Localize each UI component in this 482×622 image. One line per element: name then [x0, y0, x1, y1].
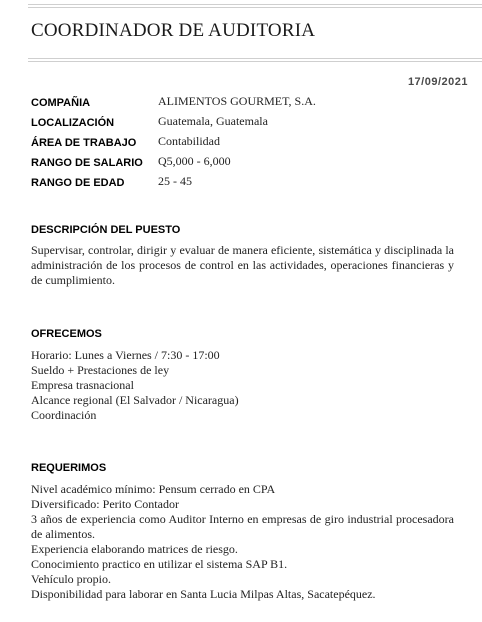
age-label: RANGO DE EDAD: [31, 177, 125, 189]
work-area-label: ÁREA DE TRABAJO: [31, 137, 137, 149]
company-value: ALIMENTOS GOURMET, S.A.: [158, 94, 316, 108]
list-item: Vehículo propio.: [31, 572, 111, 586]
info-row-work-area: [31, 133, 316, 153]
list-item: Horario: Lunes a Viernes / 7:30 - 17:00: [31, 348, 220, 362]
work-area-value: Contabilidad: [158, 134, 220, 148]
list-item: Empresa trasnacional: [31, 378, 134, 392]
list-item: 3 años de experiencia como Auditor Interno en empresas de giro industrial procesadora de alimentos.: [31, 512, 454, 541]
info-row-salary: [31, 153, 316, 173]
list-item: Conocimiento practico en utilizar el sistema SAP B1.: [31, 557, 288, 571]
info-row-location: [31, 113, 316, 133]
job-info-table: [31, 93, 316, 193]
company-label: COMPAÑIA: [31, 97, 91, 109]
info-row-company: [31, 93, 316, 113]
list-item: Diversificado: Perito Contador: [31, 497, 179, 511]
title-divider: [28, 58, 482, 62]
job-title: COORDINADOR DE AUDITORIA: [31, 20, 316, 41]
requirements-list: [31, 482, 454, 602]
list-item: Coordinación: [31, 408, 97, 422]
description-heading: DESCRIPCIÓN DEL PUESTO: [31, 224, 181, 236]
list-item: Sueldo + Prestaciones de ley: [31, 363, 170, 377]
info-row-age: [31, 173, 316, 193]
location-label: LOCALIZACIÓN: [31, 117, 115, 129]
top-divider: [28, 4, 482, 8]
offer-list: [31, 348, 454, 423]
list-item: Alcance regional (El Salvador / Nicaragua): [31, 393, 239, 407]
salary-value: Q5,000 - 6,000: [158, 154, 231, 168]
posting-date: 17/09/2021: [407, 76, 468, 88]
age-value: 25 - 45: [158, 174, 192, 188]
location-value: Guatemala, Guatemala: [158, 114, 268, 128]
list-item: Disponibilidad para laborar en Santa Lucia Milpas Altas, Sacatepéquez.: [31, 587, 376, 601]
list-item: Experiencia elaborando matrices de riesgo.: [31, 542, 238, 556]
salary-label: RANGO DE SALARIO: [31, 157, 143, 169]
description-text: Supervisar, controlar, dirigir y evaluar de manera eficiente, sistemática y disciplinada la administración de los procesos de control en las actividades, operaciones financieras y de cumplimiento.: [31, 243, 454, 287]
offer-heading: OFRECEMOS: [31, 328, 102, 340]
list-item: Nivel académico mínimo: Pensum cerrado en CPA: [31, 482, 276, 496]
requirements-heading: REQUERIMOS: [31, 462, 107, 474]
